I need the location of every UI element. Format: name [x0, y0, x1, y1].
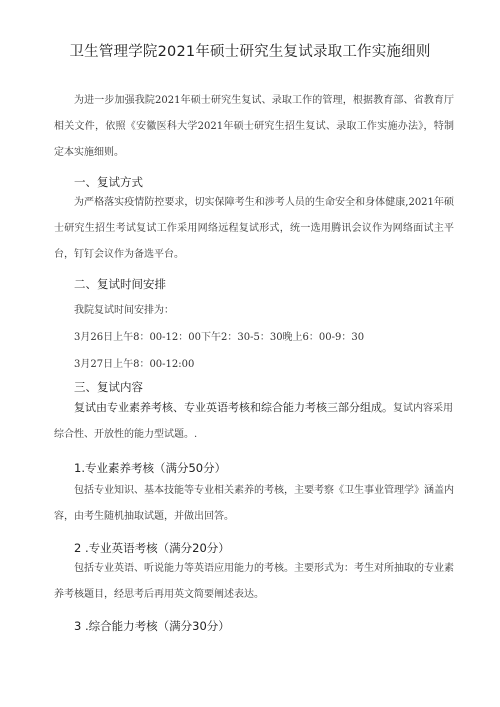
subsection-1-heading: 1.专业素养考核（满分50分）: [74, 461, 227, 475]
schedule-intro: 我院复试时间安排为：: [74, 305, 174, 316]
subsection-2-body: 包括专业英语、听说能力等英语应用能力的考核。主要形式为：考生对所抽取的专业素养考核题目，经思考后再用英文简要阐述表达。: [54, 563, 454, 600]
section-1-body: 为严格落实疫情防控要求，切实保障考生和涉考人员的生命安全和身体健康,2021年硕士研究生招生考试复试工作采用网络远程复试形式，统一选用腾讯会议作为网络面试主平台，钉钉会议作为备选平台。: [54, 197, 454, 260]
subsection-3-heading: 3 .综合能力考核（满分30分）: [74, 619, 230, 633]
section-3-heading: 三、复试内容: [74, 380, 143, 394]
subsection-1-body: 包括专业知识、基本技能等专业相关素养的考核，主要考察《卫生事业管理学》涵盖内容，由考生随机抽取试题，并做出回答。: [54, 485, 454, 522]
section-3-lead: [54, 395, 459, 448]
section-2-heading: 二、复试时间安排: [74, 277, 166, 291]
schedule-line-2: 3月27日上午8：00-12:00: [74, 359, 195, 370]
section-3-lead-bold: 复试由专业素养考核、专业英语考核和综合能力考核三部分组成。: [74, 401, 393, 414]
subsection-2-heading: 2 .专业英语考核（满分20分）: [74, 541, 230, 555]
document-title: 卫生管理学院2021年硕士研究生复试录取工作实施细则: [69, 44, 431, 60]
schedule-line-1: 3月26日上午8：00-12：00下午2：30-5：30晚上6：00-9：30: [74, 332, 365, 343]
section-1-heading: 一、复试方式: [74, 175, 143, 189]
intro-paragraph: 为进一步加强我院2021年硕士研究生复试、录取工作的管理，根据教育部、省教育厅相关文件，依照《安徽医科大学2021年硕士研究生招生复试、录取工作实施办法》，特制定本实施细则。: [54, 95, 454, 158]
section-3-lead-rest: 复试内容采用综合性、开放性的能力型试题。.: [54, 403, 453, 440]
